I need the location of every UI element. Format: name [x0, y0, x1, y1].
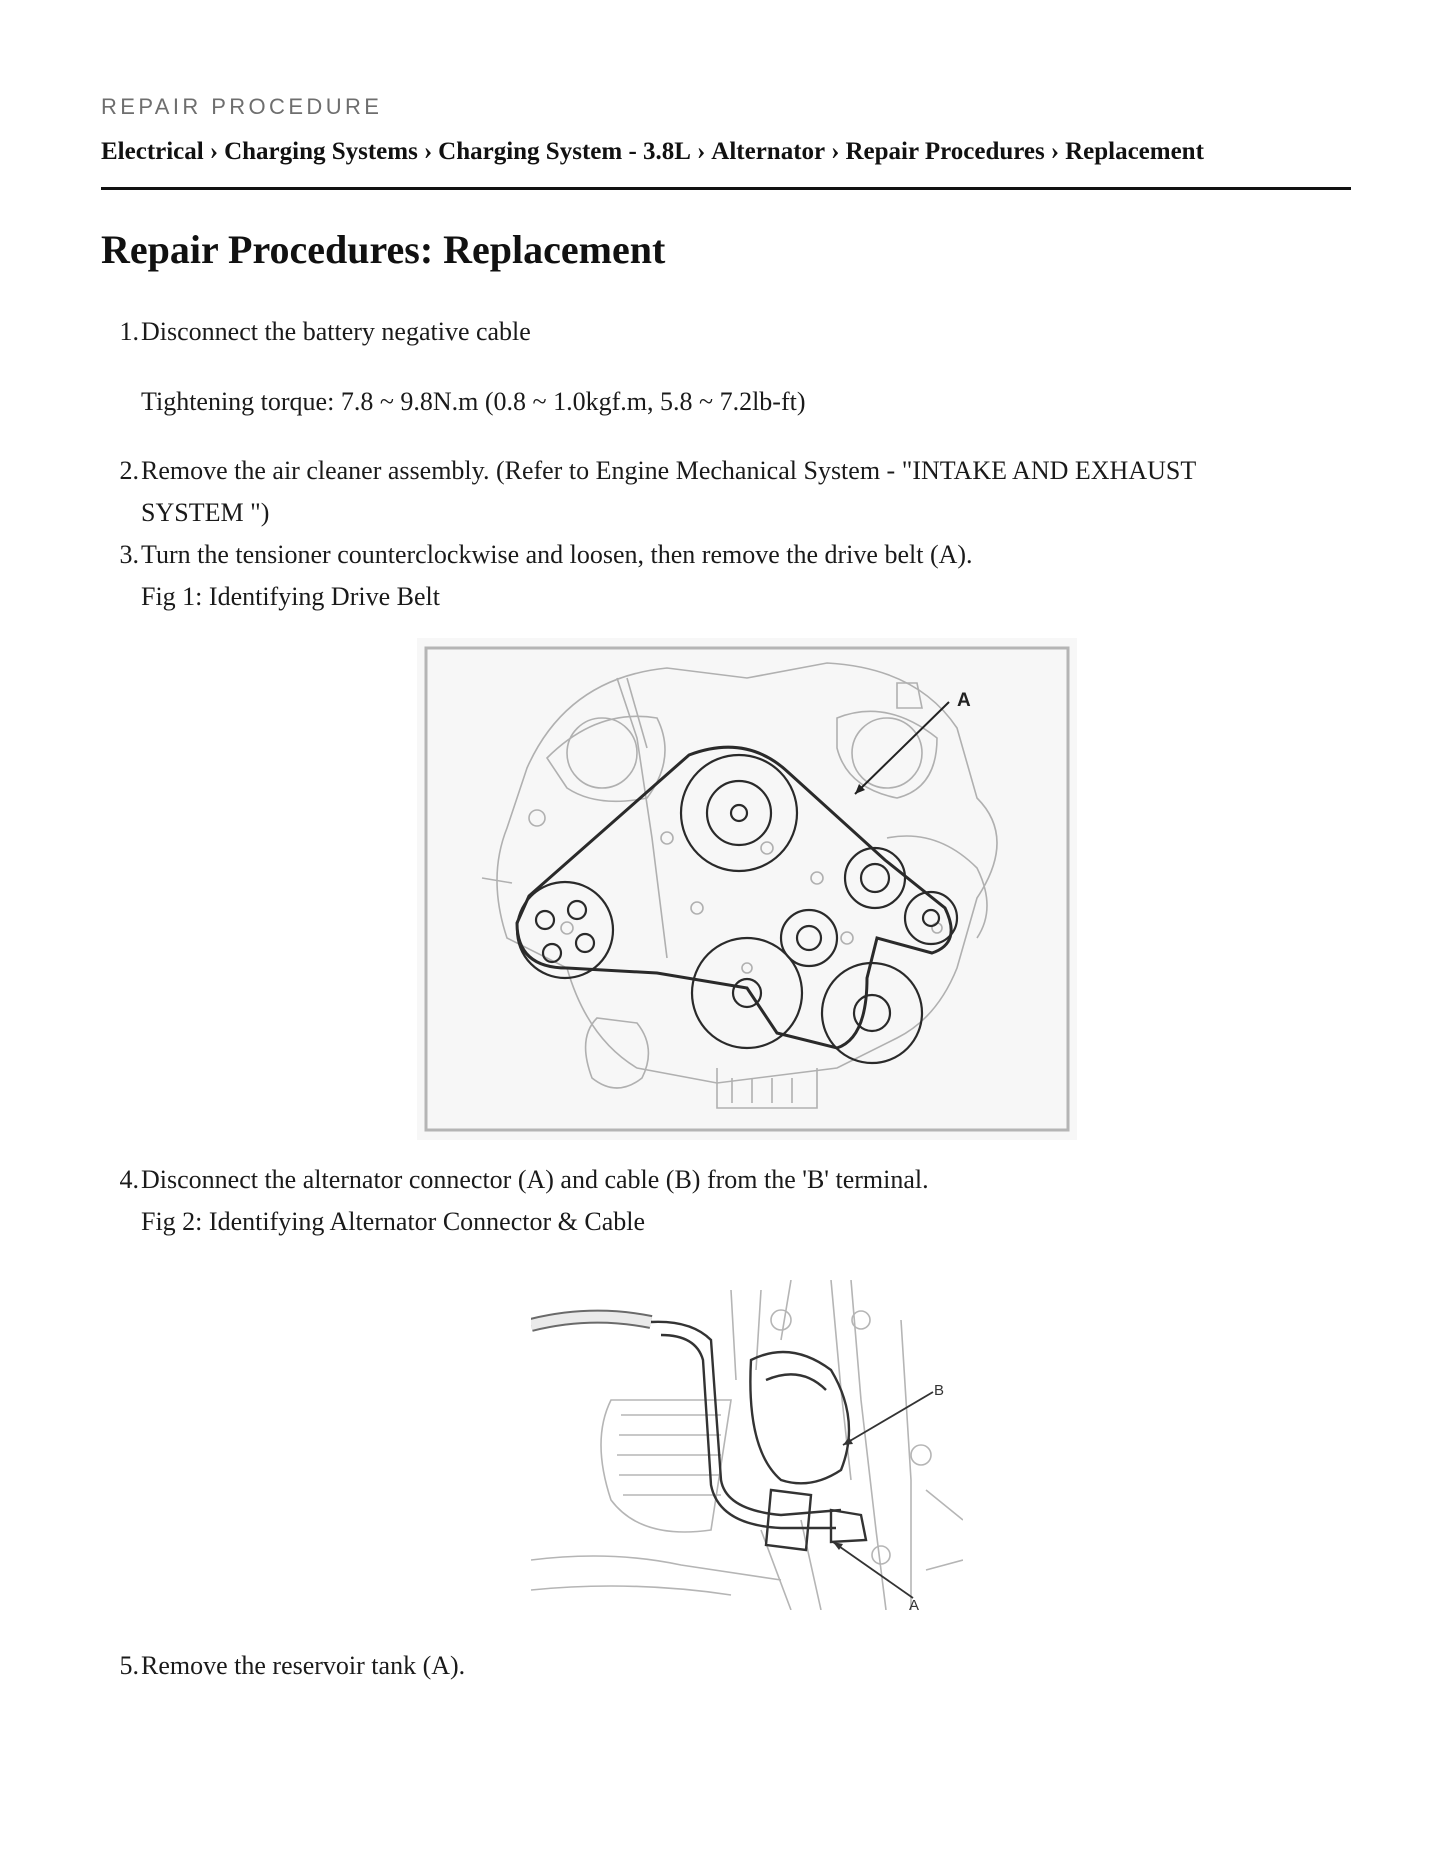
step-number: 3. [119, 540, 139, 569]
breadcrumb-separator: › [209, 138, 219, 165]
callout-label-a: A [957, 690, 971, 711]
breadcrumb-item-repair-procedures[interactable]: Repair Procedures [845, 138, 1045, 165]
alternator-connector-figure [531, 1280, 963, 1610]
step-text: Remove the air cleaner assembly. (Refer to Engine Mechanical System - "INTAKE AND EXHAUST SYSTEM ") [141, 456, 1196, 527]
breadcrumb-item-electrical[interactable]: Electrical [101, 138, 204, 165]
section-eyebrow: REPAIR PROCEDURE [101, 94, 383, 119]
step-number: 4. [119, 1165, 139, 1194]
drive-belt-figure [417, 638, 1077, 1140]
breadcrumb-item-charging-systems[interactable]: Charging Systems [224, 138, 418, 165]
step-text: Disconnect the alternator connector (A) and cable (B) from the 'B' terminal. [141, 1165, 929, 1194]
breadcrumb-item-charging-system-3-8l[interactable]: Charging System - 3.8L [438, 138, 691, 165]
step-number: 1. [119, 317, 139, 346]
step-text: Turn the tensioner counterclockwise and loosen, then remove the drive belt (A). [141, 540, 973, 569]
figure-2-caption: Fig 2: Identifying Alternator Connector & Cable [141, 1207, 646, 1236]
callout-label-a: A [909, 1597, 920, 1610]
breadcrumb-separator: › [1050, 138, 1060, 165]
callout-label-b: B [934, 1382, 945, 1399]
breadcrumb-separator: › [831, 138, 840, 165]
breadcrumb-item-alternator[interactable]: Alternator [711, 138, 826, 165]
step-text: Remove the reservoir tank (A). [141, 1651, 466, 1680]
step-number: 5. [119, 1651, 139, 1680]
figure-1-caption: Fig 1: Identifying Drive Belt [141, 582, 440, 611]
breadcrumb [101, 138, 1351, 166]
step-text: Disconnect the battery negative cable [141, 317, 531, 346]
breadcrumb-separator: › [696, 138, 706, 165]
page-title: Repair Procedures: Replacement [101, 227, 666, 272]
header-divider [101, 187, 1351, 190]
breadcrumb-item-replacement[interactable]: Replacement [1065, 138, 1204, 165]
torque-spec: Tightening torque: 7.8 ~ 9.8N.m (0.8 ~ 1.0kgf.m, 5.8 ~ 7.2lb-ft) [141, 387, 806, 416]
step-number: 2. [119, 456, 139, 485]
breadcrumb-separator: › [423, 138, 433, 165]
